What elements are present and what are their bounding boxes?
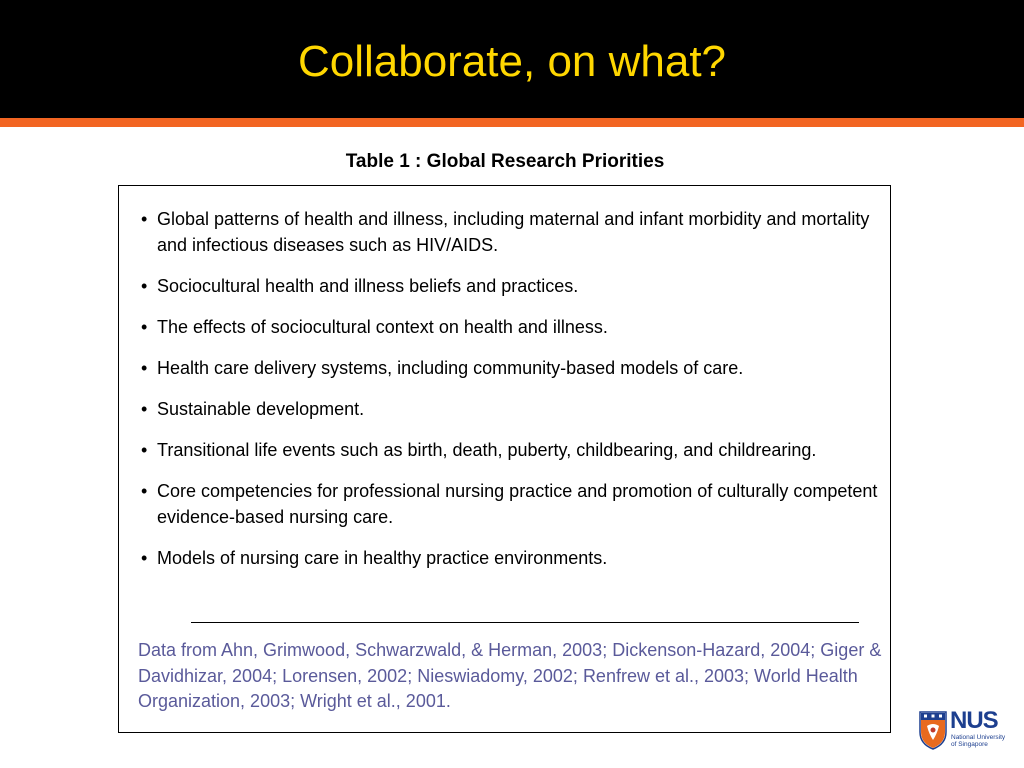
list-item-text: Models of nursing care in healthy practice environments. — [157, 548, 608, 568]
table-caption: Table 1 : Global Research Priorities — [345, 151, 665, 172]
nus-logo — [918, 707, 1018, 750]
bullet-icon: • — [141, 209, 148, 229]
list-item — [141, 206, 881, 258]
list-item — [141, 545, 881, 571]
list-item — [141, 396, 881, 422]
bullet-icon: • — [141, 358, 148, 378]
list-item-text: Sustainable development. — [157, 399, 365, 419]
bullet-icon: • — [141, 548, 148, 568]
list-item — [141, 314, 881, 340]
header-accent-rule — [0, 118, 1024, 127]
bullet-icon: • — [141, 276, 148, 296]
list-item-text: Sociocultural health and illness beliefs and practices. — [157, 276, 579, 296]
list-item — [141, 437, 881, 463]
bullet-icon: • — [141, 481, 148, 501]
priorities-list — [141, 206, 881, 586]
bullet-icon: • — [141, 317, 148, 337]
list-item — [141, 355, 881, 381]
list-item — [141, 478, 881, 530]
bullet-icon: • — [141, 399, 148, 419]
list-item-text: Health care delivery systems, including community-based models of care. — [157, 358, 744, 378]
logo-wordmark: NUS — [950, 707, 998, 734]
list-item-text: The effects of sociocultural context on health and illness. — [157, 317, 608, 337]
slide-title: Collaborate, on what? — [297, 37, 727, 86]
bullet-icon: • — [141, 440, 148, 460]
slide-header — [0, 0, 1024, 118]
source-citation: Data from Ahn, Grimwood, Schwarzwald, & Herman, 2003; Dickenson-Hazard, 2004; Giger & Davidhizar, 2004; Lorensen, 2002; Nieswiadomy, 2002; Renfrew et al., 2003; World Health Organization, 2003; Wright et al., 2001. — [138, 640, 882, 711]
nus-crest-icon — [918, 710, 948, 750]
list-item — [141, 273, 881, 299]
list-item-text: Transitional life events such as birth, death, puberty, childbearing, and childrearing. — [157, 440, 817, 460]
list-item-text: Global patterns of health and illness, including maternal and infant morbidity and mortality and infectious diseases such as HIV/AIDS. — [157, 209, 870, 255]
priorities-table-box — [118, 185, 891, 733]
logo-subtitle: National University of Singapore — [951, 734, 1006, 748]
source-divider — [191, 622, 859, 623]
list-item-text: Core competencies for professional nursing practice and promotion of culturally competent evidence-based nursing care. — [157, 481, 878, 527]
